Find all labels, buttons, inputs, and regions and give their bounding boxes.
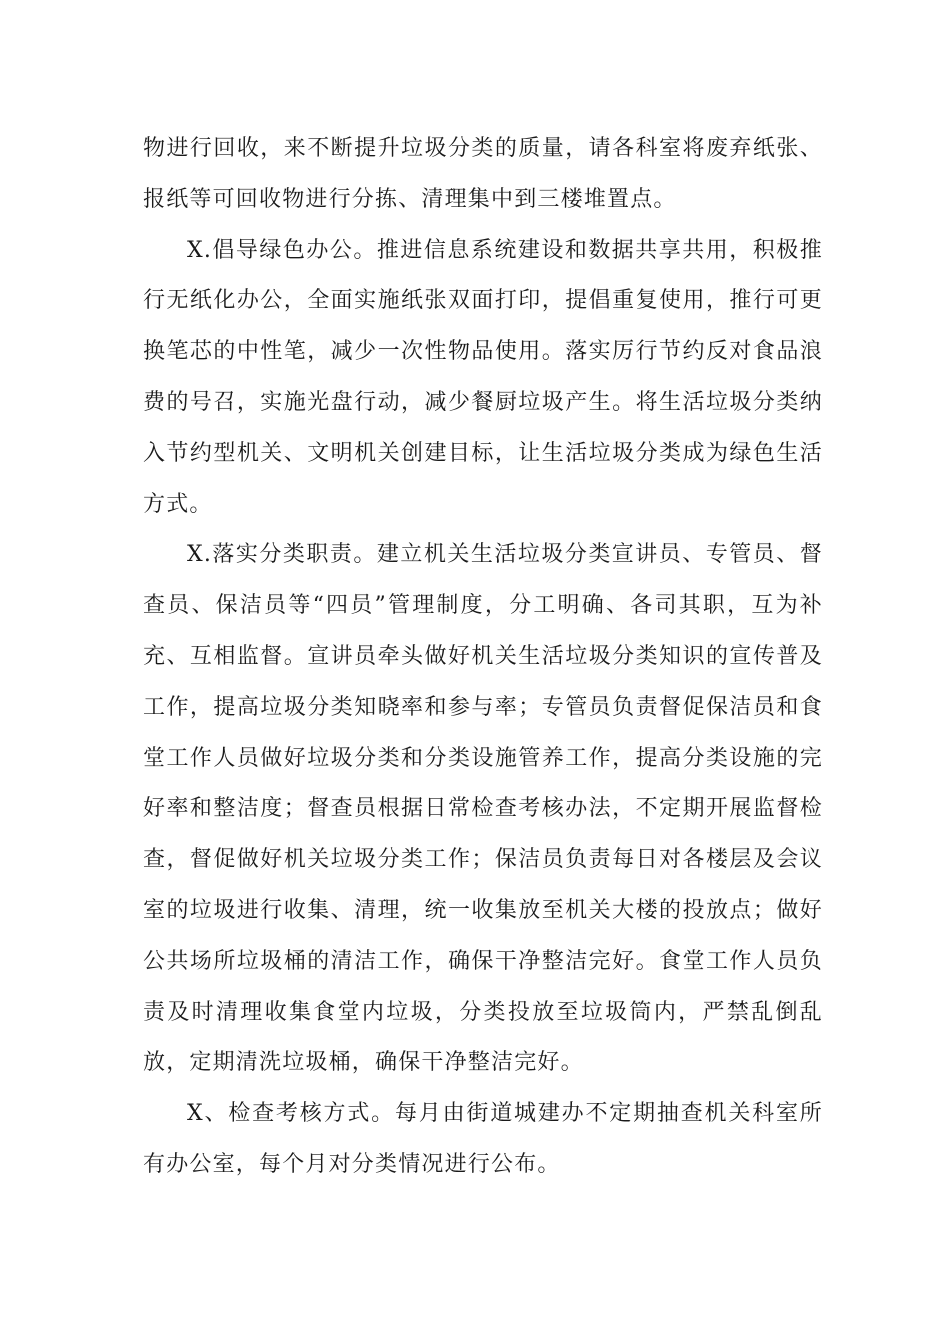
paragraph-recycling-continued: 物进行回收，来不断提升垃圾分类的质量，请各科室将废弃纸张、报纸等可回收物进行分拣、清理集中到三楼堆置点。	[143, 136, 823, 212]
paragraph-classification-duties: X.落实分类职责。建立机关生活垃圾分类宣讲员、专管员、督查员、保洁员等“四员”管理制度，分工明确、各司其职，互为补充、互相监督。宣讲员牵头做好机关生活垃圾分类知识的宣传普及工作，提高垃圾分类知晓率和参与率；专管员负责督促保洁员和食堂工作人员做好垃圾分类和分类设施管养工作，提高分类设施的完好率和整洁度；督查员根据日常检查考核办法，不定期开展监督检查，督促做好机关垃圾分类工作；保洁员负责每日对各楼层及会议室的垃圾进行收集、清理，统一收集放至机关大楼的投放点；做好公共场所垃圾桶的清洁工作，确保干净整洁完好。食堂工作人员负责及时清理收集食堂内垃圾，分类投放至垃圾筒内，严禁乱倒乱放，定期清洗垃圾桶，确保干净整洁完好。	[143, 542, 823, 1076]
paragraph-inspection-method: X、检查考核方式。每月由街道城建办不定期抽查机关科室所有办公室，每个月对分类情况进行公布。	[143, 1101, 823, 1177]
paragraph-green-office: X.倡导绿色办公。推进信息系统建设和数据共享共用，积极推行无纸化办公，全面实施纸张双面打印，提倡重复使用，推行可更换笔芯的中性笔，减少一次性物品使用。落实厉行节约反对食品浪费的号召，实施光盘行动，减少餐厨垃圾产生。将生活垃圾分类纳入节约型机关、文明机关创建目标，让生活垃圾分类成为绿色生活方式。	[143, 237, 823, 517]
document-body	[143, 124, 823, 1191]
